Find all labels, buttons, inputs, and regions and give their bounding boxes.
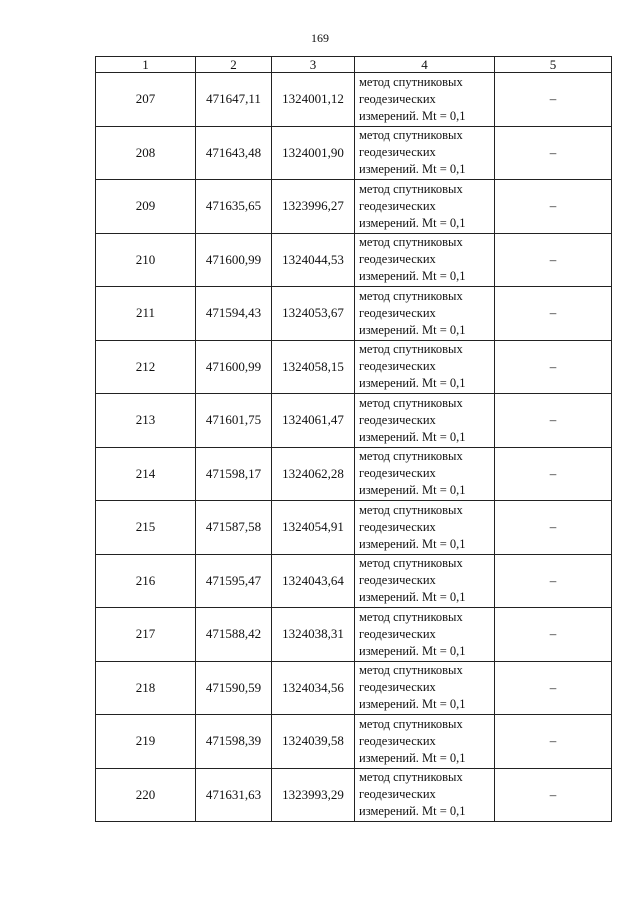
point-number-cell: 216 xyxy=(96,554,196,608)
x-coordinate-cell: 471598,17 xyxy=(196,447,272,501)
table-row xyxy=(96,233,612,287)
coordinates-table xyxy=(95,56,612,822)
note-cell: – xyxy=(495,447,612,501)
table-row xyxy=(96,661,612,715)
x-coordinate-cell: 471643,48 xyxy=(196,126,272,180)
method-cell: метод спутниковых геодезических измерений. Mt = 0,1 xyxy=(355,447,495,501)
x-coordinate-cell: 471600,99 xyxy=(196,340,272,394)
table-row xyxy=(96,126,612,180)
x-coordinate-cell: 471598,39 xyxy=(196,715,272,769)
note-cell: – xyxy=(495,608,612,662)
method-cell: метод спутниковых геодезических измерений. Mt = 0,1 xyxy=(355,233,495,287)
point-number-cell: 209 xyxy=(96,180,196,234)
point-number-cell: 208 xyxy=(96,126,196,180)
y-coordinate-cell: 1323993,29 xyxy=(272,768,355,822)
x-coordinate-cell: 471595,47 xyxy=(196,554,272,608)
x-coordinate-cell: 471631,63 xyxy=(196,768,272,822)
method-cell: метод спутниковых геодезических измерений. Mt = 0,1 xyxy=(355,73,495,127)
y-coordinate-cell: 1324044,53 xyxy=(272,233,355,287)
x-coordinate-cell: 471647,11 xyxy=(196,73,272,127)
table-row xyxy=(96,394,612,448)
point-number-cell: 211 xyxy=(96,287,196,341)
note-cell: – xyxy=(495,180,612,234)
y-coordinate-cell: 1324062,28 xyxy=(272,447,355,501)
method-cell: метод спутниковых геодезических измерений. Mt = 0,1 xyxy=(355,394,495,448)
note-cell: – xyxy=(495,394,612,448)
table-row xyxy=(96,715,612,769)
y-coordinate-cell: 1324058,15 xyxy=(272,340,355,394)
x-coordinate-cell: 471600,99 xyxy=(196,233,272,287)
method-cell: метод спутниковых геодезических измерений. Mt = 0,1 xyxy=(355,340,495,394)
method-cell: метод спутниковых геодезических измерений. Mt = 0,1 xyxy=(355,501,495,555)
column-header: 1 xyxy=(96,57,196,73)
x-coordinate-cell: 471594,43 xyxy=(196,287,272,341)
y-coordinate-cell: 1324038,31 xyxy=(272,608,355,662)
note-cell: – xyxy=(495,501,612,555)
point-number-cell: 219 xyxy=(96,715,196,769)
note-cell: – xyxy=(495,73,612,127)
note-cell: – xyxy=(495,340,612,394)
point-number-cell: 213 xyxy=(96,394,196,448)
point-number-cell: 218 xyxy=(96,661,196,715)
y-coordinate-cell: 1324053,67 xyxy=(272,287,355,341)
table-row xyxy=(96,554,612,608)
note-cell: – xyxy=(495,715,612,769)
method-cell: метод спутниковых геодезических измерений. Mt = 0,1 xyxy=(355,126,495,180)
y-coordinate-cell: 1323996,27 xyxy=(272,180,355,234)
y-coordinate-cell: 1324034,56 xyxy=(272,661,355,715)
column-header: 5 xyxy=(495,57,612,73)
x-coordinate-cell: 471588,42 xyxy=(196,608,272,662)
point-number-cell: 220 xyxy=(96,768,196,822)
note-cell: – xyxy=(495,287,612,341)
method-cell: метод спутниковых геодезических измерений. Mt = 0,1 xyxy=(355,715,495,769)
page-number: 169 xyxy=(311,31,329,45)
table-header-row xyxy=(96,57,612,73)
y-coordinate-cell: 1324001,12 xyxy=(272,73,355,127)
table-row xyxy=(96,501,612,555)
table-row xyxy=(96,73,612,127)
point-number-cell: 214 xyxy=(96,447,196,501)
x-coordinate-cell: 471601,75 xyxy=(196,394,272,448)
table-row xyxy=(96,768,612,822)
table-row xyxy=(96,180,612,234)
point-number-cell: 210 xyxy=(96,233,196,287)
column-header: 3 xyxy=(272,57,355,73)
note-cell: – xyxy=(495,126,612,180)
note-cell: – xyxy=(495,554,612,608)
point-number-cell: 207 xyxy=(96,73,196,127)
method-cell: метод спутниковых геодезических измерений. Mt = 0,1 xyxy=(355,180,495,234)
note-cell: – xyxy=(495,661,612,715)
y-coordinate-cell: 1324061,47 xyxy=(272,394,355,448)
y-coordinate-cell: 1324054,91 xyxy=(272,501,355,555)
method-cell: метод спутниковых геодезических измерений. Mt = 0,1 xyxy=(355,287,495,341)
x-coordinate-cell: 471587,58 xyxy=(196,501,272,555)
method-cell: метод спутниковых геодезических измерений. Mt = 0,1 xyxy=(355,554,495,608)
point-number-cell: 212 xyxy=(96,340,196,394)
table-row xyxy=(96,287,612,341)
column-header: 4 xyxy=(355,57,495,73)
note-cell: – xyxy=(495,768,612,822)
x-coordinate-cell: 471635,65 xyxy=(196,180,272,234)
y-coordinate-cell: 1324043,64 xyxy=(272,554,355,608)
point-number-cell: 217 xyxy=(96,608,196,662)
y-coordinate-cell: 1324001,90 xyxy=(272,126,355,180)
point-number-cell: 215 xyxy=(96,501,196,555)
table-row xyxy=(96,608,612,662)
x-coordinate-cell: 471590,59 xyxy=(196,661,272,715)
y-coordinate-cell: 1324039,58 xyxy=(272,715,355,769)
table-row xyxy=(96,340,612,394)
method-cell: метод спутниковых геодезических измерений. Mt = 0,1 xyxy=(355,608,495,662)
table-row xyxy=(96,447,612,501)
method-cell: метод спутниковых геодезических измерений. Mt = 0,1 xyxy=(355,661,495,715)
column-header: 2 xyxy=(196,57,272,73)
note-cell: – xyxy=(495,233,612,287)
method-cell: метод спутниковых геодезических измерений. Mt = 0,1 xyxy=(355,768,495,822)
